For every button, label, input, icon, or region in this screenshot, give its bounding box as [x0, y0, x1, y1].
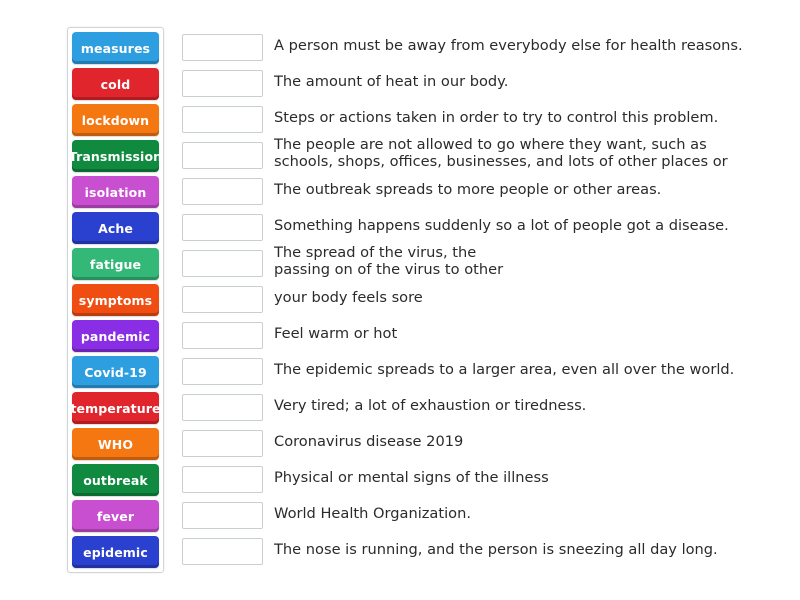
word-tile-who[interactable]: WHO: [72, 428, 159, 460]
answer-slot-7[interactable]: [182, 250, 263, 277]
definition-11: Very tired; a lot of exhaustion or tiredness.: [274, 397, 587, 414]
answer-slot-10[interactable]: [182, 358, 263, 385]
definition-9: Feel warm or hot: [274, 325, 398, 342]
answer-slot-2[interactable]: [182, 70, 263, 97]
answer-slot-14[interactable]: [182, 502, 263, 529]
answer-slot-11[interactable]: [182, 394, 263, 421]
word-tile-outbreak[interactable]: outbreak: [72, 464, 159, 496]
definition-4: The people are not allowed to go where they want, such as schools, shops, offices, businesses, and lots of other places or: [274, 136, 728, 170]
word-tile-cold[interactable]: cold: [72, 68, 159, 100]
answer-slot-8[interactable]: [182, 286, 263, 313]
definition-6: Something happens suddenly so a lot of people got a disease.: [274, 217, 729, 234]
word-tile-fatigue[interactable]: fatigue: [72, 248, 159, 280]
definition-8: your body feels sore: [274, 289, 423, 306]
word-tile-ache[interactable]: Ache: [72, 212, 159, 244]
definition-7: The spread of the virus, the passing on of the virus to other: [274, 244, 504, 278]
word-tile-fever[interactable]: fever: [72, 500, 159, 532]
word-tile-symptoms[interactable]: symptoms: [72, 284, 159, 316]
answer-slot-15[interactable]: [182, 538, 263, 565]
word-tile-lockdown[interactable]: lockdown: [72, 104, 159, 136]
word-tile-transmission[interactable]: Transmission: [72, 140, 159, 172]
answer-slot-9[interactable]: [182, 322, 263, 349]
answer-slot-6[interactable]: [182, 214, 263, 241]
answer-slot-5[interactable]: [182, 178, 263, 205]
answer-slot-4[interactable]: [182, 142, 263, 169]
definition-14: World Health Organization.: [274, 505, 471, 522]
word-bank: [67, 27, 164, 573]
definition-3: Steps or actions taken in order to try to control this problem.: [274, 109, 719, 126]
definition-1: A person must be away from everybody else for health reasons.: [274, 37, 743, 54]
word-tile-covid-19[interactable]: Covid-19: [72, 356, 159, 388]
word-tile-epidemic[interactable]: epidemic: [72, 536, 159, 568]
word-tile-pandemic[interactable]: pandemic: [72, 320, 159, 352]
definition-13: Physical or mental signs of the illness: [274, 469, 549, 486]
answer-slot-3[interactable]: [182, 106, 263, 133]
definition-10: The epidemic spreads to a larger area, even all over the world.: [274, 361, 735, 378]
definition-2: The amount of heat in our body.: [274, 73, 509, 90]
word-tile-measures[interactable]: measures: [72, 32, 159, 64]
answer-slot-1[interactable]: [182, 34, 263, 61]
definition-15: The nose is running, and the person is sneezing all day long.: [274, 541, 718, 558]
definition-12: Coronavirus disease 2019: [274, 433, 464, 450]
answer-slot-12[interactable]: [182, 430, 263, 457]
word-tile-isolation[interactable]: isolation: [72, 176, 159, 208]
answer-slot-13[interactable]: [182, 466, 263, 493]
word-tile-temperature[interactable]: temperature: [72, 392, 159, 424]
definition-5: The outbreak spreads to more people or other areas.: [274, 181, 662, 198]
